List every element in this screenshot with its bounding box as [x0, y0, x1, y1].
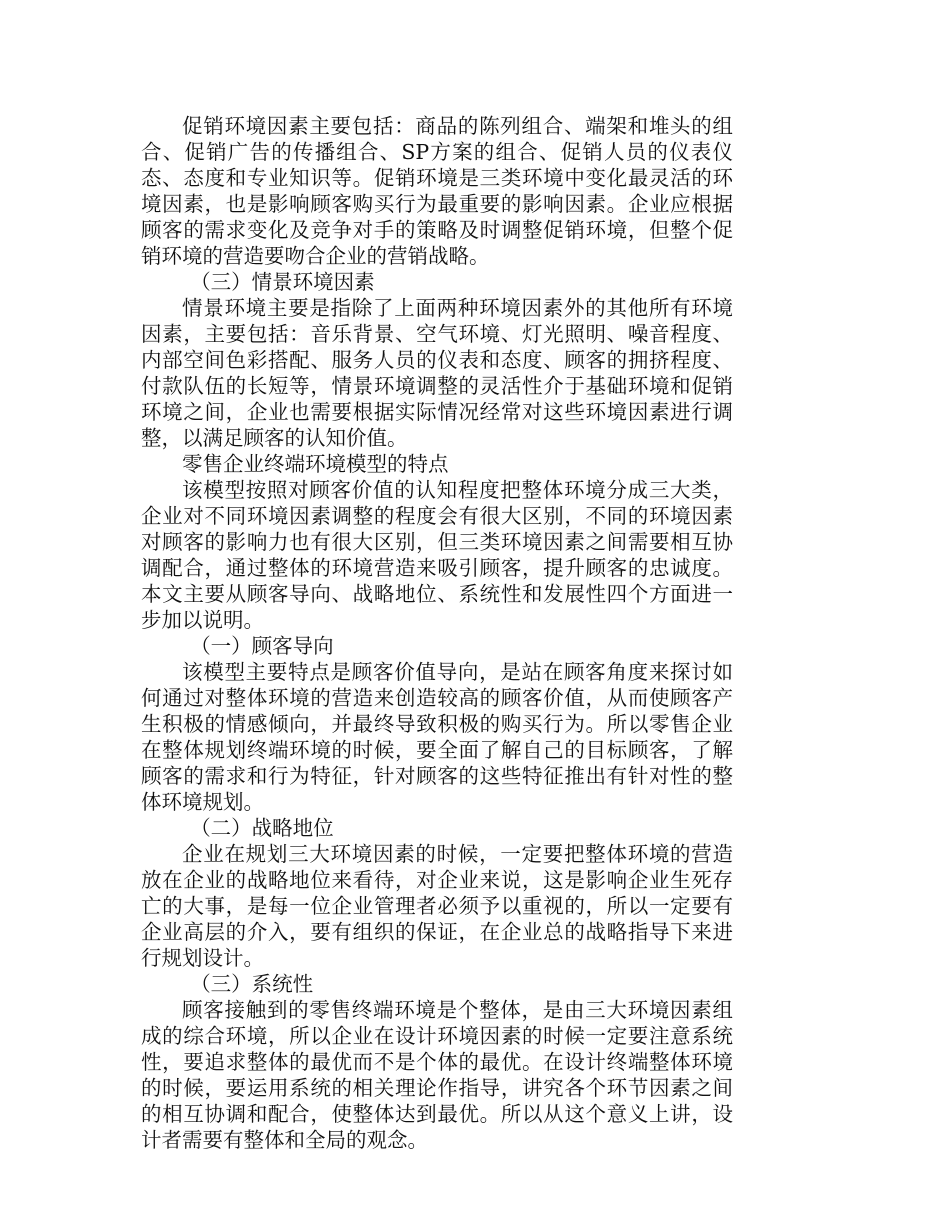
paragraph-systematic: 顾客接触到的零售终端环境是个整体，是由三大环境因素组成的综合环境，所以企业在设计环境因素的时候一定要注意系统性，要追求整体的最优而不是个体的最优。在设计终端整体环境的时候，要运用系统的相关理论作指导，讲究各个环节因素之间的相互协调和配合，使整体达到最优。所以从这个意义上讲，设计者需要有整体和全局的观念。	[141, 998, 733, 1152]
heading-strategic-position: （二）战略地位	[190, 816, 334, 840]
heading-situational-environment: （三）情景环境因素	[190, 270, 375, 294]
heading-model-features: 零售企业终端环境模型的特点	[182, 452, 449, 476]
paragraph-promotion-environment: 促销环境因素主要包括：商品的陈列组合、端架和堆头的组合、促销广告的传播组合、SP方案的组合、促销人员的仪表仪态、态度和专业知识等。促销环境是三类环境中变化最灵活的环境因素，也是影响顾客购买行为最重要的影响因素。企业应根据顾客的需求变化及竞争对手的策略及时调整促销环境，但整个促销环境的营造要吻合企业的营销战略。	[141, 114, 733, 268]
paragraph-model-features: 该模型按照对顾客价值的认知程度把整体环境分成三大类，企业对不同环境因素调整的程度会有很大区别，不同的环境因素对顾客的影响力也有很大区别，但三类环境因素之间需要相互协调配合，通过整体的环境营造来吸引顾客，提升顾客的忠诚度。本文主要从顾客导向、战略地位、系统性和发展性四个方面进一步加以说明。	[141, 478, 733, 632]
paragraph-situational-environment: 情景环境主要是指除了上面两种环境因素外的其他所有环境因素，主要包括：音乐背景、空气环境、灯光照明、噪音程度、内部空间色彩搭配、服务人员的仪表和态度、顾客的拥挤程度、付款队伍的长短等，情景环境调整的灵活性介于基础环境和促销环境之间，企业也需要根据实际情况经常对这些环境因素进行调整，以满足顾客的认知价值。	[141, 296, 733, 450]
heading-systematic: （三）系统性	[190, 972, 314, 996]
heading-customer-orientation: （一）顾客导向	[190, 634, 334, 658]
paragraph-customer-orientation: 该模型主要特点是顾客价值导向，是站在顾客角度来探讨如何通过对整体环境的营造来创造较高的顾客价值，从而使顾客产生积极的情感倾向，并最终导致积极的购买行为。所以零售企业在整体规划终端环境的时候，要全面了解自己的目标顾客，了解顾客的需求和行为特征，针对顾客的这些特征推出有针对性的整体环境规划。	[141, 660, 733, 814]
paragraph-strategic-position: 企业在规划三大环境因素的时候，一定要把整体环境的营造放在企业的战略地位来看待，对企业来说，这是影响企业生死存亡的大事，是每一位企业管理者必须予以重视的，所以一定要有企业高层的介入，要有组织的保证，在企业总的战略指导下来进行规划设计。	[141, 842, 733, 970]
document-body	[141, 113, 733, 1153]
